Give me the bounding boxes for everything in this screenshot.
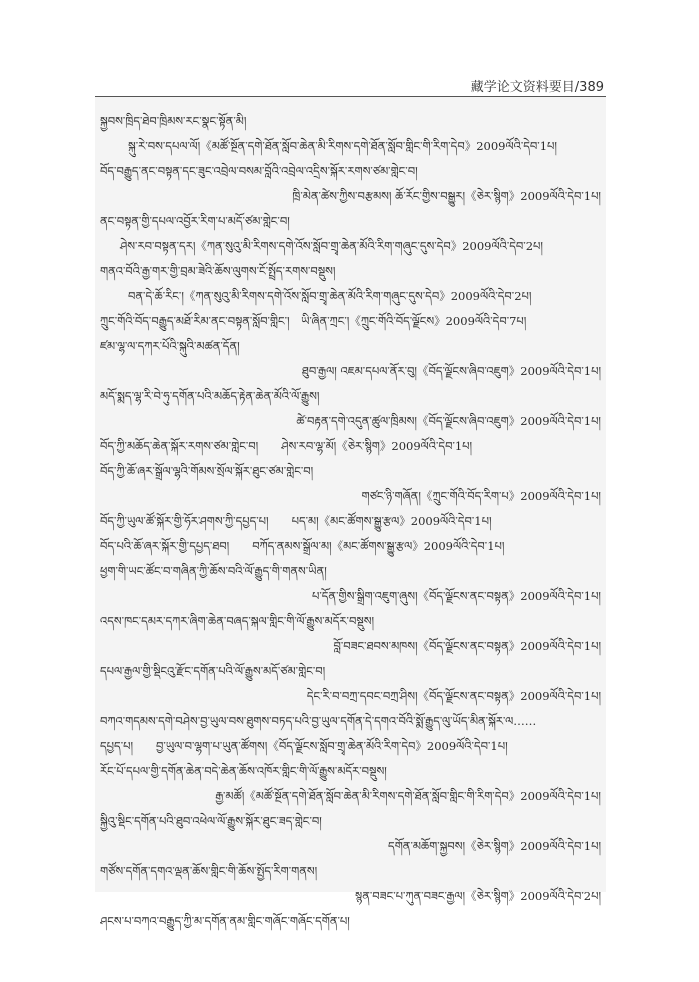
bibliography-line: ཚེ་བརྟན་དགེ་འདུན་ཚུལ་ཁྲིམས།《བོད་ལྗོངས་ཞིབ་འཇུག》2009ལོའི་དེབ་1པ། <box>296 414 601 428</box>
bibliography-line: དགོན་མཆོག་སྐྱབས།《ཅེར་སྙིག》2009ལོའི་དེབ་1པ། <box>388 839 601 853</box>
bibliography-line: རོང་པོ་དཔལ་གྱི་དགོན་ཆེན་བདེ་ཆེན་ཆོས་འཁོར་གླིང་གི་ལོ་རྒྱུས་མདོར་བསྡུས། <box>100 764 387 778</box>
bibliography-line: དཔྱད་པ། བྱ་ཡུལ་བ་ལྷག་པ་ཡུན་ཚོགས།《བོད་ལྗོངས་སློབ་གྲྭ་ཆེན་མོའི་རིག་དེབ》2009ལོའི་དེབ་1པ། <box>100 739 508 753</box>
bibliography-body <box>100 109 601 934</box>
bibliography-line: བཀའ་གདམས་དགེ་བཤེས་བྱ་ཡུལ་བས་ཐུགས་བཏད་པའི་བྱ་ཡུལ་དགོན་དེ་དགའ་བོའི་སྨོ་རྒྱུད་ལུ་ཡོད་མིན་སྐོར་ལ…… <box>100 714 537 728</box>
bibliography-line: འདས་ཁང་དམར་དཀར་ཞིག་ཆེན་བཞད་སྐལ་གླིང་གི་ལོ་རྒྱུས་མདོར་བསྡུས། <box>100 614 375 628</box>
bibliography-line: སྐྱབས་ཁྲིད་ཐེབ་ཁྲིམས་རང་སྣང་སྟོན་མི། <box>100 114 247 128</box>
bibliography-line: སྐྱིའུ་སྡིང་དགོན་པའི་ཐུབ་འཕེལ་ལོ་རྒྱུས་སྐོར་ཐུང་ཟད་གླེང་བ། <box>100 814 322 828</box>
bibliography-line: སྙན་བཟང་པ་ཀུན་བཟང་རྒྱལ།《ཅེར་སྙིག》2009ལོའི་དེབ་2པ། <box>355 889 601 903</box>
bibliography-line: མདོ་སྨད་ལྷ་རི་བེ་ཧུ་དགོན་པའི་མཆོད་རྟེན་ཆེན་མོའི་ལོ་རྒྱུས། <box>100 389 320 403</box>
bibliography-line: དེང་རི་བ་བཀྲ་དབང་བཀྲ་ཤིས།《བོད་ལྗོངས་ནང་བསྟན》2009ལོའི་དེབ་1པ། <box>306 689 601 703</box>
bibliography-line: ཕྱག་གི་ཡང་ཚོང་བ་གཞིན་ཀྱི་ཆོས་བའི་ལོ་རྒྱུད་གི་གནས་ཡིན། <box>100 564 327 578</box>
bibliography-line: བློ་བཟང་ཐབས་མཁས།《བོད་ལྗོངས་ནང་བསྟན》2009ལོའི་དེབ་1པ། <box>333 639 601 653</box>
bibliography-line: ཐུབ་རྒྱལ། འཇམ་དཔལ་ནོར་བུ།《བོད་ལྗོངས་ཞིབ་འཇུག》2009ལོའི་དེབ་1པ། <box>301 364 601 378</box>
bibliography-line: བོད་པའི་ཆོ་ཞར་སྐོར་གྱི་དཔྱད་ཐབ། བཀོད་ནམས་སྒྲོལ་མ།《མང་ཚོགས་སྒྱུ་རྩལ》2009ལོའི་དེབ་1པ། <box>100 539 505 553</box>
bibliography-line: བན་དེ་ཆོ་རིང་།《ཀན་སུའུ་མི་རིགས་དགེ་འོས་སློབ་གྲྭ་ཆེན་མོའི་རིག་གཞུང་དུས་དེབ》2009ལོའི་དེབ་2པ། <box>128 289 532 303</box>
bibliography-line: ཤེས་རབ་བསྟན་དར།《ཀན་སུའུ་མི་རིགས་དགེ་འོས་སློབ་གྲྭ་ཆེན་མོའི་རིག་གཞུང་དུས་དེབ》2009ལོའི་དེབ་2པ། <box>120 239 543 253</box>
bibliography-line: ནང་བསྟན་གྱི་དཔལ་འབྱོར་རིག་པ་མདོ་ཙམ་གླེང་བ། <box>100 214 290 228</box>
bibliography-line: སྐུ་རེ་བས་དཔལ་ལོ།《མཚོ་སྔོན་དགེ་ཐོན་སློབ་ཆེན་མི་རིགས་དགེ་ཐོན་སློབ་གླིང་གི་རིག་དེབ》2009ལོའི་དེབ་1པ། <box>128 139 557 153</box>
bibliography-line: གནའ་བོའི་རྒྱ་གར་གྱི་བྲམ་ཟེའི་ཆོས་ལུགས་ངོ་སྤྲོད་རགས་བསྡུས། <box>100 264 336 278</box>
bibliography-line: བོད་ཀྱི་ཡུལ་ཚོ་སྐོར་གྱི་ཧོར་ཤགས་ཀྱི་དཔྱད་པ། པད་མ།《མང་ཚོགས་སྒྱུ་རྩལ》2009ལོའི་དེབ་1པ། <box>100 514 492 528</box>
bibliography-line: གཙོས་དགོན་དགའ་ལྡན་ཆོས་གླིང་གི་ཆོས་སྤྱོད་རིག་གནས། <box>100 864 318 878</box>
bibliography-line: ཁྲི་མེན་ཚེས་ཀྱིས་བརྩམས། ཆོ་རོང་གྱིས་བསྒྱུར།《ཅེར་སྙིག》2009ལོའི་དེབ་1པ། <box>292 189 601 203</box>
page-number: /389 <box>574 80 604 95</box>
running-header <box>471 76 604 95</box>
bibliography-line: བོད་བརྒྱུད་ནང་བསྟན་དང་ཟུང་འབྲེལ་བསམ་བློའི་འབྲེལ་འདྲིས་སྐོར་རགས་ཙམ་གླེང་བ། <box>100 164 418 178</box>
header-title: 藏学论文资料要目 <box>470 80 575 95</box>
bibliography-line: བོད་ཀྱི་ཆོ་ཞར་སྒྲོལ་ལྷའི་གོམས་སྲོལ་སྐོར་ཐུང་ཙམ་གླེང་བ། <box>100 464 314 478</box>
bibliography-line: ཤངས་པ་བཀའ་བརྒྱུད་ཀྱི་མ་དགོན་ནམ་གླིང་གཞོང་གཞོང་དགོན་པ། <box>100 914 350 928</box>
bibliography-line: གཙང་ཉི་གཞོན།《ཀྲུང་གོའི་བོད་རིག་པ》2009ལོའི་དེབ་1པ། <box>361 489 601 503</box>
bibliography-line: རྒྱ་མཚོ།《མཚོ་སྔོན་དགེ་ཐོན་སློབ་ཆེན་མི་རིགས་དགེ་ཐོན་སློབ་གླིང་གི་རིག་དེབ》2009ལོའི་དེབ་1པ། <box>215 789 601 803</box>
bibliography-line: ཀྲུང་གོའི་བོད་བརྒྱུད་མཐོ་རིམ་ནང་བསྟན་སློབ་གླིང་། ཡི་ཞིན་ཀྲང་།《ཀྲུང་གོའི་བོད་ལྗོངས》2009ལོའི་དེབ་7པ། <box>100 314 527 328</box>
bibliography-line: པ་དོན་གྱིས་སྒྲིག་འཇུག་ཞུས།《བོད་ལྗོངས་ནང་བསྟན》2009ལོའི་དེབ་1པ། <box>311 589 601 603</box>
bibliography-line: དཔལ་རྒྱལ་གྱི་སྡིངའུ་རྫོང་དགོན་པའི་ལོ་རྒྱུས་མདོ་ཙམ་གླེང་བ། <box>100 664 326 678</box>
bibliography-line: བོད་ཀྱི་མཆོད་ཆེན་སྐོར་རགས་ཙམ་གླེང་བ། ཤེས་རབ་ལྷ་མོ།《ཅེར་སྙིག》2009ལོའི་དེབ་1པ། <box>100 439 473 453</box>
bibliography-line: ཛམ་ལྷ་ལ་དཀར་པོའི་སྐུའི་མཚན་དོན། <box>100 339 240 353</box>
